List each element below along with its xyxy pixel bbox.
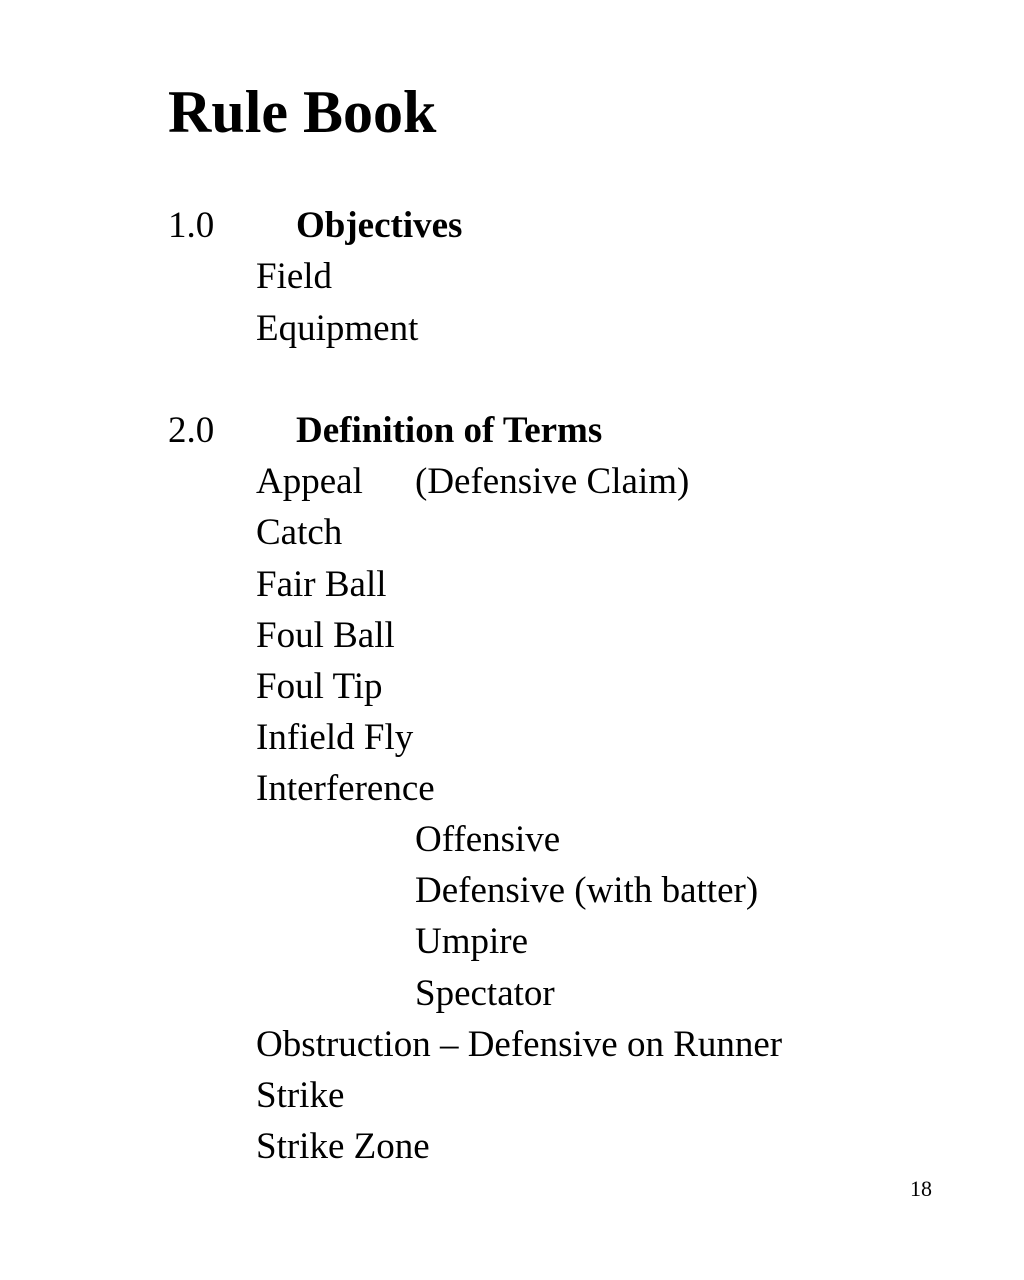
item-catch: Catch (256, 512, 343, 553)
page-number: 18 (910, 1176, 932, 1201)
item-strike-zone: Strike Zone (256, 1126, 430, 1167)
item-interference: Interference (256, 768, 435, 809)
section-number-2: 2.0 (168, 410, 215, 451)
section-heading-definition-of-terms: Definition of Terms (296, 410, 603, 451)
subitem-spectator: Spectator (415, 973, 555, 1014)
item-equipment: Equipment (256, 308, 419, 349)
section-heading-objectives: Objectives (296, 205, 463, 246)
item-strike: Strike (256, 1075, 345, 1116)
item-foul-tip: Foul Tip (256, 666, 383, 707)
item-field: Field (256, 256, 333, 297)
subitem-umpire: Umpire (415, 921, 529, 962)
page-title: Rule Book (168, 79, 437, 145)
item-obstruction: Obstruction – Defensive on Runner (256, 1024, 783, 1065)
section-number-1: 1.0 (168, 205, 215, 246)
item-appeal-note: (Defensive Claim) (415, 461, 690, 502)
item-appeal: Appeal (256, 461, 363, 502)
subitem-offensive: Offensive (415, 819, 561, 860)
item-foul-ball: Foul Ball (256, 615, 395, 656)
subitem-defensive-with-batter: Defensive (with batter) (415, 870, 759, 911)
item-infield-fly: Infield Fly (256, 717, 414, 758)
item-fair-ball: Fair Ball (256, 564, 387, 605)
